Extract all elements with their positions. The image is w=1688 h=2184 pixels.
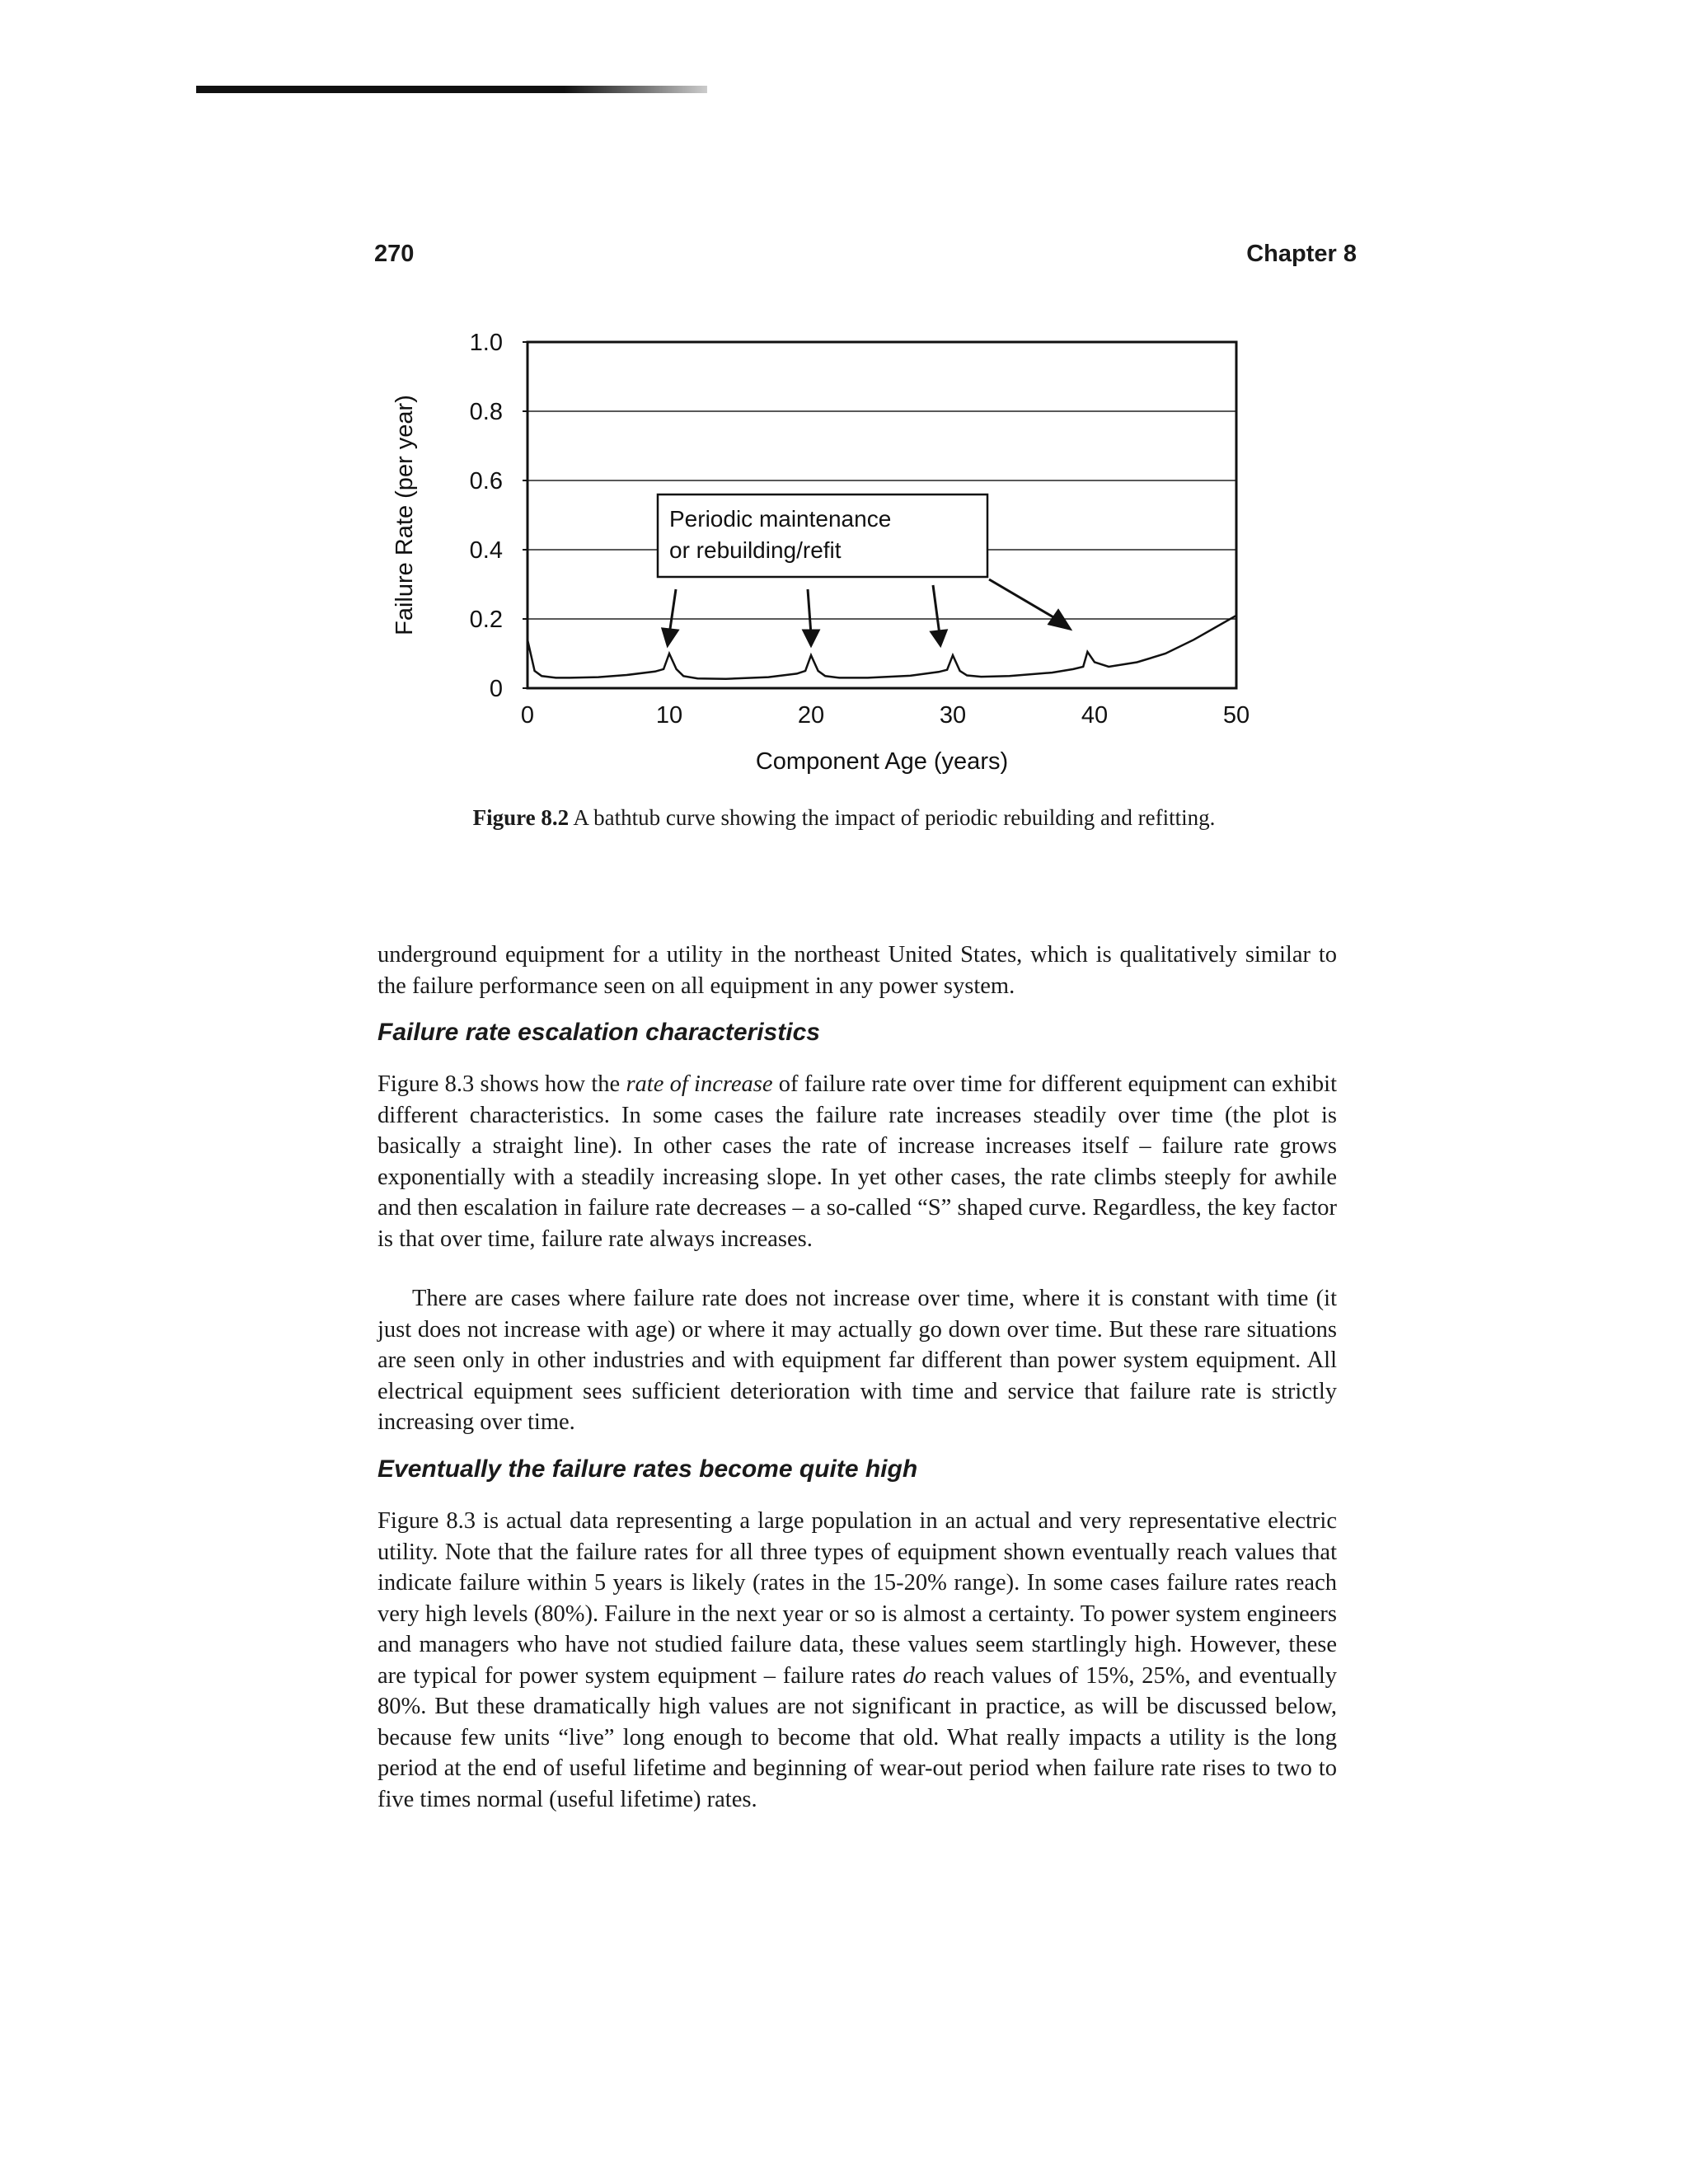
paragraph-2-a: Figure 8.3 shows how the xyxy=(377,1071,626,1097)
arrow-3 xyxy=(933,585,940,635)
bathtub-chart xyxy=(387,317,1278,787)
paragraph-2-emphasis: rate of increase xyxy=(626,1071,773,1097)
paragraph-4-emphasis: do xyxy=(903,1662,926,1689)
y-tick-label: 0 xyxy=(489,676,503,702)
paragraph-2-b: of failure rate over time for different equipment can exhibit different characteristics. In some cases the failure rate increases steadily over time (the plot is basically a straight line). In other cases the rate of increase increases itself – failure rate grows exponentially with a steadily increasing slope. In yet other cases, the rate climbs steeply for awhile and then escalation in failure rate decreases – a so-called “S” shaped curve. Regardless, the key factor is that over time, failure rate always increases. xyxy=(377,1071,1337,1252)
y-tick-label: 0.2 xyxy=(469,607,503,633)
arrow-1-head xyxy=(663,629,678,645)
chapter-label: Chapter 8 xyxy=(1246,241,1357,267)
section-heading-2: Eventually the failure rates become quite high xyxy=(377,1455,918,1483)
paragraph-3: There are cases where failure rate does not increase over time, where it is constant with time (it just does not increase with age) or where it may actually go down over time. But these rare situations are seen only in other industries and with equipment far different than power system equipment. All electrical equipment sees sufficient deterioration with time and service that failure rate is strictly increasing over time. xyxy=(377,1286,1337,1435)
x-tick-labels xyxy=(521,702,1250,729)
paragraph-4 xyxy=(377,1506,1337,1815)
arrow-2-head xyxy=(804,630,818,645)
section-heading-1: Failure rate escalation characteristics xyxy=(377,1019,820,1046)
y-tick-labels xyxy=(470,330,503,702)
arrow-2 xyxy=(808,589,811,635)
paragraph-2 xyxy=(377,1069,1337,1254)
paragraph-4-b: reach values of 15%, 25%, and eventually 80%. But these dramatically high values are not significant in practice, as will be discussed below, because few units “live” long enough to become that old. What really impacts a utility is the long period at the end of useful lifetime and beginning of wear-out period when failure rate rises to two to five times normal (useful lifetime) rates. xyxy=(377,1662,1338,1812)
x-axis-label: Component Age (years) xyxy=(755,748,1009,775)
top-rule xyxy=(196,86,707,93)
y-tick-label: 1.0 xyxy=(469,330,503,356)
figure-caption xyxy=(0,805,1688,831)
figure-caption-label: Figure 8.2 xyxy=(472,805,570,830)
annotation-line-1: Periodic maintenance xyxy=(669,506,892,532)
arrow-4 xyxy=(989,579,1059,621)
x-tick-label: 40 xyxy=(1081,702,1109,729)
annotation-line-2: or rebuilding/refit xyxy=(669,537,842,563)
y-tick-label: 0.8 xyxy=(469,399,503,425)
x-tick-label: 0 xyxy=(520,702,535,729)
x-tick-label: 20 xyxy=(797,702,825,729)
annotation-arrows xyxy=(663,579,1070,645)
paragraph-1: underground equipment for a utility in the northeast United States, which is qualitatively similar to the failure performance seen on all equipment in any power system. xyxy=(377,942,1337,999)
x-tick-label: 50 xyxy=(1222,702,1250,729)
x-tick-label: 30 xyxy=(939,702,967,729)
y-axis-label: Failure Rate (per year) xyxy=(392,395,418,635)
arrow-3-head xyxy=(931,630,946,645)
failure-rate-curve xyxy=(528,616,1236,679)
x-tick-label: 10 xyxy=(655,702,683,729)
paragraph-4-a: Figure 8.3 is actual data representing a large population in an actual and very representative electric utility. Note that the failure rates for all three types of equipment shown eventually reach values that indicate failure within 5 years is likely (rates in the 15-20% range). In some cases failure rates reach very high levels (80%). Failure in the next year or so is almost a certainty. To power system engineers and managers who have not studied failure data, these values seem startlingly high. However, these are typical for power system equipment – failure rates xyxy=(377,1508,1337,1689)
page-number: 270 xyxy=(374,241,415,267)
y-tick-label: 0.6 xyxy=(469,468,503,494)
y-tick-label: 0.4 xyxy=(469,537,503,564)
figure-caption-text: A bathtub curve showing the impact of periodic rebuilding and refitting. xyxy=(573,805,1216,830)
arrow-1 xyxy=(669,589,676,635)
arrow-4-head xyxy=(1049,611,1070,629)
